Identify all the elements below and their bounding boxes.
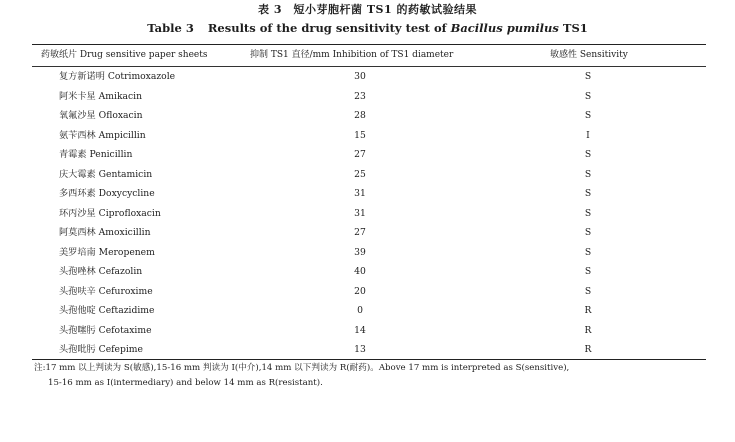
cell-inhibition-diameter: 15 (354, 129, 366, 141)
cell-inhibition-diameter: 20 (354, 285, 366, 297)
cell-drug-name: 头孢他啶 Ceftazidime (59, 305, 155, 316)
cell-sensitivity: S (584, 90, 592, 102)
header-diameter: 抑制 TS1 直径/mm Inhibition of TS1 diameter (250, 50, 454, 60)
table-row (0, 340, 735, 360)
cell-sensitivity: S (584, 110, 592, 121)
strain-name: TS1 (562, 21, 588, 35)
table-row (0, 321, 735, 341)
table-row (0, 223, 735, 243)
cell-drug-name: 头孢唑林 Cefazolin (59, 266, 143, 277)
species-name: Bacillus pumilus (450, 21, 559, 35)
cell-inhibition-diameter: 13 (354, 344, 366, 355)
table-title-chinese: 表 3 短小芽胞杆菌 TS1 的药敏试验结果 (258, 3, 477, 16)
table-bottom-rule (32, 359, 706, 360)
table-row (0, 106, 735, 126)
table-row (0, 145, 735, 165)
table-title-english (0, 21, 735, 36)
cell-drug-name: 阿米卡星 Amikacin (59, 90, 143, 102)
cell-drug-name: 多西环素 Doxycycline (59, 188, 155, 199)
table-row (0, 87, 735, 107)
cell-drug-name: 庆大霉素 Gentamicin (59, 168, 153, 180)
cell-inhibition-diameter: 14 (354, 324, 366, 336)
cell-sensitivity: R (584, 324, 592, 336)
cell-drug-name: 阿莫西林 Amoxicillin (59, 227, 151, 238)
cell-sensitivity: S (584, 168, 592, 180)
table-row (0, 204, 735, 224)
table-row (0, 184, 735, 204)
cell-inhibition-diameter: 30 (354, 71, 366, 82)
table-row (0, 282, 735, 302)
cell-sensitivity: S (584, 71, 592, 82)
cell-sensitivity: S (584, 207, 592, 219)
table-row (0, 126, 735, 146)
cell-sensitivity: R (584, 305, 592, 316)
cell-drug-name: 美罗培南 Meropenem (59, 246, 155, 258)
cell-inhibition-diameter: 28 (354, 110, 366, 121)
cell-sensitivity: I (586, 129, 590, 141)
table-title-main: Results of the drug sensitivity test of (207, 21, 447, 35)
footnote-line-2: 15-16 mm as I(intermediary) and below 14 mm as R(resistant). (48, 378, 323, 388)
cell-drug-name: 头孢呋辛 Cefuroxime (59, 285, 153, 297)
cell-drug-name: 复方新诺明 Cotrimoxazole (59, 71, 176, 82)
cell-sensitivity: S (584, 266, 592, 277)
table-row (0, 262, 735, 282)
table-body (0, 67, 735, 360)
cell-sensitivity: S (584, 188, 592, 199)
table-top-rule (32, 44, 706, 45)
table-row (0, 301, 735, 321)
cell-drug-name: 氨苄西林 Ampicillin (59, 129, 146, 141)
cell-inhibition-diameter: 27 (354, 149, 366, 160)
table-row (0, 243, 735, 263)
footnote-line-1: 注:17 mm 以上判读为 S(敏感),15-16 mm 判读为 I(中介),14 mm 以下判读为 R(耐药)。Above 17 mm is interpreted as S(sensitive), (34, 363, 570, 373)
cell-sensitivity: S (584, 149, 592, 160)
cell-sensitivity: S (584, 246, 592, 258)
cell-drug-name: 环丙沙星 Ciprofloxacin (59, 207, 161, 219)
cell-drug-name: 头孢吡肟 Cefepime (59, 344, 143, 355)
cell-sensitivity: R (584, 344, 592, 355)
cell-inhibition-diameter: 40 (354, 266, 366, 277)
cell-inhibition-diameter: 31 (354, 188, 366, 199)
table-footnote (34, 361, 714, 391)
cell-inhibition-diameter: 31 (354, 207, 366, 219)
cell-inhibition-diameter: 39 (354, 246, 366, 258)
cell-inhibition-diameter: 27 (354, 227, 366, 238)
table-row (0, 165, 735, 185)
header-drug: 药敏纸片 Drug sensitive paper sheets (41, 50, 208, 60)
cell-sensitivity: S (584, 285, 592, 297)
cell-drug-name: 氧氟沙星 Ofloxacin (59, 110, 143, 121)
cell-sensitivity: S (584, 227, 592, 238)
table-number: Table 3 (147, 21, 194, 35)
cell-inhibition-diameter: 0 (357, 305, 363, 316)
cell-inhibition-diameter: 23 (354, 90, 366, 102)
table-row (0, 67, 735, 87)
header-sensitivity: 敏感性 Sensitivity (550, 50, 628, 60)
cell-drug-name: 头孢噻肟 Cefotaxime (59, 324, 152, 336)
cell-inhibition-diameter: 25 (354, 168, 366, 180)
cell-drug-name: 青霉素 Penicillin (59, 149, 133, 160)
